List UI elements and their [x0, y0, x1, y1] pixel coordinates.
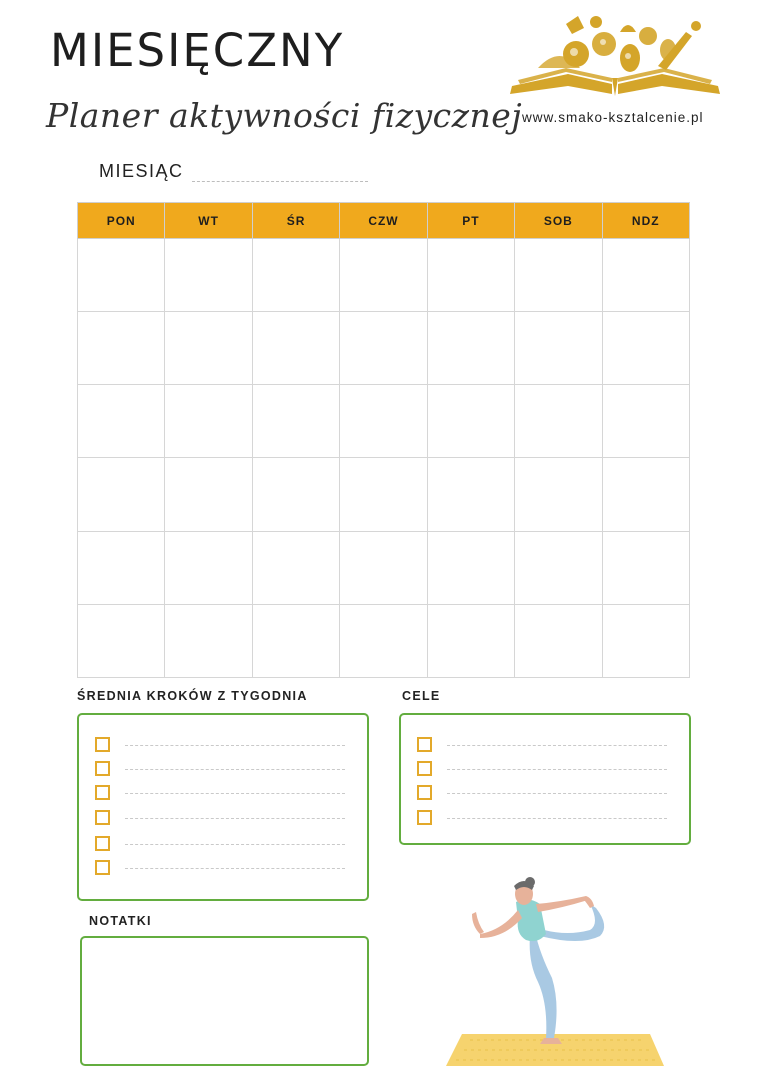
calendar-day-cell[interactable]: [252, 312, 339, 385]
calendar-day-cell[interactable]: [515, 458, 602, 531]
steps-item[interactable]: [95, 810, 355, 824]
entry-line[interactable]: [125, 818, 345, 819]
calendar-day-cell[interactable]: [515, 239, 602, 312]
calendar-day-cell[interactable]: [78, 604, 165, 677]
day-header-sun: NDZ: [602, 203, 689, 239]
month-input-line[interactable]: [192, 181, 368, 182]
calendar-day-cell[interactable]: [165, 239, 252, 312]
day-header-mon: PON: [78, 203, 165, 239]
calendar-day-cell[interactable]: [427, 385, 514, 458]
steps-section-label: ŚREDNIA KROKÓW Z TYGODNIA: [77, 689, 308, 703]
calendar-day-cell[interactable]: [78, 239, 165, 312]
calendar-day-cell[interactable]: [340, 312, 427, 385]
day-header-fri: PT: [427, 203, 514, 239]
calendar-day-cell[interactable]: [165, 458, 252, 531]
day-header-tue: WT: [165, 203, 252, 239]
entry-line[interactable]: [125, 793, 345, 794]
goals-item[interactable]: [417, 737, 677, 751]
day-header-wed: ŚR: [252, 203, 339, 239]
goals-box: [399, 713, 691, 845]
day-header-sat: SOB: [515, 203, 602, 239]
calendar-day-cell[interactable]: [515, 531, 602, 604]
page-title: MIESIĘCZNY: [50, 24, 345, 77]
steps-item[interactable]: [95, 836, 355, 850]
entry-line[interactable]: [447, 793, 667, 794]
checkbox[interactable]: [417, 785, 432, 800]
calendar-day-cell[interactable]: [602, 239, 689, 312]
calendar-header-row: [78, 203, 690, 239]
calendar-day-cell[interactable]: [602, 385, 689, 458]
calendar-week-row: [78, 531, 690, 604]
goals-item[interactable]: [417, 761, 677, 775]
checkbox[interactable]: [417, 761, 432, 776]
entry-line[interactable]: [125, 868, 345, 869]
checkbox[interactable]: [95, 761, 110, 776]
calendar-week-row: [78, 604, 690, 677]
entry-line[interactable]: [447, 745, 667, 746]
checkbox[interactable]: [417, 810, 432, 825]
calendar-day-cell[interactable]: [427, 458, 514, 531]
calendar-day-cell[interactable]: [78, 531, 165, 604]
entry-line[interactable]: [125, 745, 345, 746]
page-subtitle: Planer aktywności fizycznej: [46, 96, 523, 135]
notes-box[interactable]: [80, 936, 369, 1066]
checkbox[interactable]: [95, 860, 110, 875]
calendar-day-cell[interactable]: [340, 604, 427, 677]
entry-line[interactable]: [447, 818, 667, 819]
yoga-woman-icon: [440, 874, 666, 1070]
book-logo-icon: [508, 14, 722, 98]
calendar-day-cell[interactable]: [252, 531, 339, 604]
website-url: www.smako-ksztalcenie.pl: [522, 110, 704, 125]
calendar-week-row: [78, 312, 690, 385]
calendar-day-cell[interactable]: [165, 312, 252, 385]
entry-line[interactable]: [447, 769, 667, 770]
goals-item[interactable]: [417, 785, 677, 799]
calendar-day-cell[interactable]: [602, 312, 689, 385]
calendar-day-cell[interactable]: [340, 458, 427, 531]
calendar-day-cell[interactable]: [252, 385, 339, 458]
calendar-day-cell[interactable]: [340, 239, 427, 312]
calendar-day-cell[interactable]: [252, 604, 339, 677]
calendar-day-cell[interactable]: [427, 239, 514, 312]
calendar-day-cell[interactable]: [515, 604, 602, 677]
calendar-day-cell[interactable]: [252, 458, 339, 531]
calendar-day-cell[interactable]: [602, 458, 689, 531]
steps-item[interactable]: [95, 860, 355, 874]
checkbox[interactable]: [95, 810, 110, 825]
calendar-day-cell[interactable]: [427, 531, 514, 604]
calendar-day-cell[interactable]: [165, 604, 252, 677]
calendar-week-row: [78, 239, 690, 312]
calendar-day-cell[interactable]: [165, 385, 252, 458]
entry-line[interactable]: [125, 769, 345, 770]
calendar-day-cell[interactable]: [78, 458, 165, 531]
calendar-day-cell[interactable]: [515, 385, 602, 458]
calendar-day-cell[interactable]: [340, 531, 427, 604]
checkbox[interactable]: [95, 737, 110, 752]
checkbox[interactable]: [95, 785, 110, 800]
steps-item[interactable]: [95, 761, 355, 775]
calendar-day-cell[interactable]: [78, 385, 165, 458]
goals-item[interactable]: [417, 810, 677, 824]
calendar-day-cell[interactable]: [427, 604, 514, 677]
entry-line[interactable]: [125, 844, 345, 845]
calendar-week-row: [78, 385, 690, 458]
notes-section-label: NOTATKI: [89, 914, 152, 928]
steps-item[interactable]: [95, 737, 355, 751]
monthly-calendar: [77, 202, 690, 678]
calendar-day-cell[interactable]: [165, 531, 252, 604]
calendar-day-cell[interactable]: [602, 531, 689, 604]
calendar-day-cell[interactable]: [515, 312, 602, 385]
calendar-day-cell[interactable]: [78, 312, 165, 385]
steps-box: [77, 713, 369, 901]
calendar-day-cell[interactable]: [602, 604, 689, 677]
goals-section-label: CELE: [402, 689, 441, 703]
steps-item[interactable]: [95, 785, 355, 799]
month-label: MIESIĄC: [99, 161, 184, 181]
calendar-day-cell[interactable]: [427, 312, 514, 385]
calendar-week-row: [78, 458, 690, 531]
checkbox[interactable]: [417, 737, 432, 752]
checkbox[interactable]: [95, 836, 110, 851]
day-header-thu: CZW: [340, 203, 427, 239]
calendar-day-cell[interactable]: [252, 239, 339, 312]
calendar-day-cell[interactable]: [340, 385, 427, 458]
